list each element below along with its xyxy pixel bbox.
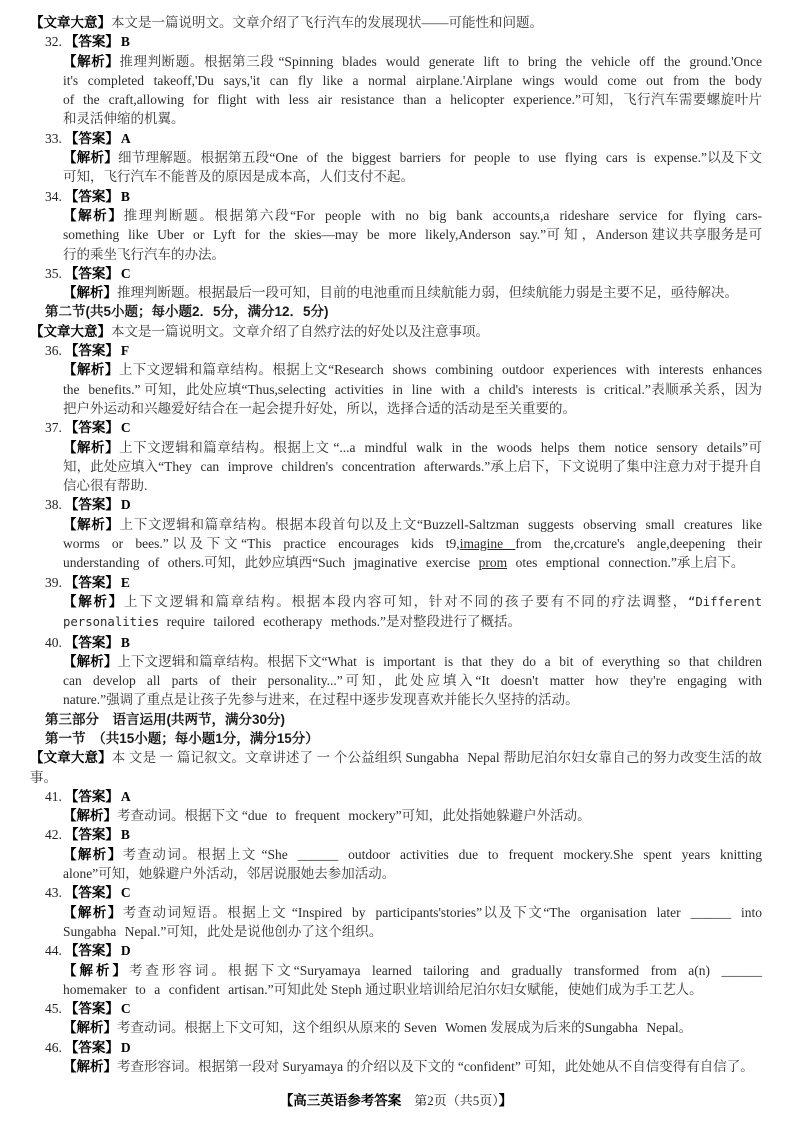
item-number: 35. — [45, 265, 62, 281]
analysis-45 — [63, 1018, 762, 1037]
item-number: 45. — [45, 1001, 62, 1017]
english-quote: “Inspired by participants'stories” — [291, 904, 483, 920]
answer-item-42 — [45, 825, 762, 844]
answer-item-46 — [45, 1038, 762, 1057]
english-quote: “due to frequent mockery” — [241, 808, 402, 824]
item-number: 36. — [45, 343, 62, 359]
chinese-text: 推理判断题。根据第六段 — [123, 207, 291, 223]
english-quote: Seven Women — [403, 1020, 487, 1036]
chinese-text: 发展成为后来的 — [486, 1020, 585, 1036]
underlined-word: imagine — [459, 536, 516, 552]
bracket-label: 【答案】 — [64, 1001, 119, 1017]
chinese-text: 推理判断题。根据最后一段可知，目前的电池重而且续航能力弱，但续航能力弱是主要不足，亟待解决。 — [117, 285, 738, 301]
chinese-text: 上下文逻辑和篇章结构。根据本段内容可知，针对不同的孩子要有不同的疗法调整， — [123, 593, 688, 609]
chinese-text: 可知，此妙应填西 — [204, 555, 313, 571]
section-title: 第二节(共5小题；每小题2．5分，满分12．5分) — [45, 304, 329, 320]
answer-item-38 — [45, 495, 762, 514]
english-quote: “Thus,selecting activities in line with a child's interests is critical.” — [241, 381, 651, 397]
chinese-text: 帮助尼泊尔妇女靠自己的努力改变生活的故事。 — [30, 750, 763, 785]
item-number: 32. — [45, 34, 62, 50]
bracket-label: 【解析】 — [63, 1059, 117, 1075]
document-body — [30, 13, 762, 1076]
underlined-word: prom — [478, 555, 508, 571]
answer-letter: A — [120, 130, 131, 146]
chinese-text: 可知，此处她从不自信变得有自信了。 — [520, 1059, 754, 1075]
item-number: 43. — [45, 885, 62, 901]
mono-quote: “Different personalities — [63, 594, 763, 630]
answer-letter: D — [120, 943, 131, 959]
chinese-text: 本文是一篇说明文。文章介绍了飞行汽车的发展现状——可能性和问题。 — [111, 15, 543, 30]
analysis-39 — [63, 592, 762, 633]
bracket-label: 【答案】 — [64, 1039, 119, 1055]
english-quote: “...a mindful walk in the woods helps them notice sensory details” — [333, 439, 748, 455]
chinese-text: 的介绍以及下文的 — [343, 1059, 458, 1075]
bracket-label: 【解析】 — [63, 846, 123, 862]
chinese-text: 可知，飞行汽车需要螺旋叶片和灵活伸缩的机翼。 — [63, 92, 763, 127]
answer-letter: A — [120, 788, 131, 804]
bracket-label: 【答案】 — [64, 943, 119, 959]
item-number: 39. — [45, 574, 62, 590]
bracket-label: 【解析】 — [63, 53, 120, 69]
bracket-label: 【答案】 — [64, 265, 119, 281]
chinese-text: 可知，此处应填 — [140, 381, 242, 397]
english-quote: “The organisation later ______ into Sungabha Nepal.” — [63, 904, 763, 939]
answer-letter: C — [120, 265, 131, 281]
bracket-label: 【解析】 — [63, 516, 120, 532]
passage-summary-1 — [30, 13, 762, 32]
answer-item-43 — [45, 883, 762, 902]
bracket-label: 【答案】 — [64, 34, 119, 50]
chinese-text: 考查动词。根据上文 — [122, 846, 262, 862]
analysis-36 — [63, 360, 762, 418]
section-header-part3 — [45, 710, 762, 729]
answer-item-39 — [45, 573, 762, 592]
chinese-text: 承上启下，下文说明了集中注意力对于提升自信心很有帮助. — [63, 458, 763, 494]
chinese-text: 可知，此处应填入 — [342, 673, 476, 689]
analysis-37 — [63, 438, 762, 496]
english-quote: “She ______ outdoor activities due to frequent mockery.She spent years knitting alone” — [63, 846, 763, 882]
english-quote: “Research shows combining outdoor experiences with interests enhances the benefits.” — [63, 362, 763, 397]
answer-item-41 — [45, 787, 762, 806]
item-number: 44. — [45, 943, 62, 959]
bracket-label: 【答案】 — [64, 827, 119, 843]
answer-letter: B — [120, 827, 130, 843]
bracket-label: 【答案】 — [64, 497, 119, 513]
item-number: 40. — [45, 634, 62, 650]
chinese-text: 考查动词。根据下文 — [117, 808, 242, 824]
chinese-text: 以及下文可知，飞行汽车不能普及的原因是成本高，人们支付不起。 — [63, 150, 763, 185]
chinese-text: 细节理解题。根据第五段 — [118, 150, 270, 166]
chinese-text: 可 知 ，Anderson 建议共享服务是可行的乘坐飞行汽车的办法。 — [63, 227, 763, 262]
english-quote: Sungabha Nepal — [405, 750, 500, 766]
analysis-38 — [63, 515, 762, 573]
english-quote: “It doesn't matter how they're engaging with nature.” — [63, 673, 763, 708]
answer-item-40 — [45, 633, 762, 652]
answer-letter: B — [120, 634, 130, 650]
footer-close-bracket: 】 — [498, 1093, 513, 1109]
analysis-40 — [63, 652, 762, 710]
bracket-label: 【解析】 — [63, 1020, 117, 1036]
chinese-text: 上下文逻辑和篇章结构。根据本段首句以及上文 — [119, 516, 418, 532]
section-header-part2 — [45, 302, 762, 321]
answer-letter: D — [120, 497, 131, 513]
answer-item-34 — [45, 187, 762, 206]
answer-item-45 — [45, 999, 762, 1018]
chinese-text: 考查形容词。根据第一段对 — [117, 1059, 283, 1075]
chinese-text: 可知，此处应填入 — [63, 439, 763, 474]
analysis-32 — [63, 52, 762, 129]
bracket-label: 【答案】 — [64, 788, 119, 804]
english-quote: “What is important is that they do a bit of everything so that children can develop all parts of their personality...” — [63, 653, 763, 689]
answer-letter: E — [120, 574, 130, 590]
answer-letter: C — [120, 420, 131, 436]
section-title: 第一节 （共15小题；每小题1分，满分15分） — [45, 730, 319, 746]
answer-item-32 — [45, 32, 762, 51]
item-number: 46. — [45, 1039, 62, 1055]
section-title: 第三部分 语言运用(共两节，满分30分) — [45, 711, 286, 727]
bracket-label: 【文章大意】 — [30, 750, 112, 766]
english-quote: Suryamaya — [282, 1059, 344, 1075]
answer-letter: B — [120, 188, 130, 204]
analysis-34 — [63, 206, 762, 264]
bracket-label: 【答案】 — [64, 130, 119, 146]
chinese-text: 本 文是 一 篇记叙文。文章讲述了 一 个公益组织 — [111, 750, 406, 766]
item-number: 33. — [45, 130, 62, 146]
item-number: 34. — [45, 188, 62, 204]
chinese-text: 上下文逻辑和篇章结构。根据下文 — [117, 653, 322, 669]
bracket-label: 【答案】 — [64, 420, 119, 436]
chinese-text: 是对整段进行了概括。 — [385, 614, 521, 630]
english-quote: “For people with no big bank accounts,a rideshare service for flying cars-something like Uber or Lyft for the skies—may be more likely,Anderson say.” — [63, 207, 763, 243]
chinese-text: 考查动词。根据上下文可知，这个组织从原来的 — [117, 1020, 404, 1036]
chinese-text: 。 — [678, 1020, 693, 1036]
bracket-label: 【文章大意】 — [30, 15, 111, 30]
english-quote: “Spinning blades would generate lift to bring the vehicle off the ground.'Once it's completed takeoff,'Du says,'it can fly like a normal airplane.'Airplane wings would come out from the body of the craft,allowing for flight with less air resistance than a helicopter experience.” — [63, 53, 763, 108]
bracket-label: 【解析】 — [63, 962, 129, 978]
english-quote: “One of the biggest barriers for people to use flying cars is expense.” — [269, 150, 707, 166]
bracket-label: 【答案】 — [64, 885, 119, 901]
page-footer — [30, 1091, 762, 1110]
english-quote: “Suryamaya learned tailoring and gradually transformed from a(n) ______ homemaker to a confident artisan.” — [63, 962, 763, 997]
bracket-label: 【解析】 — [63, 593, 124, 609]
chinese-text: 表顺承关系，因为把户外运动和兴趣爱好结合在一起会提升好处，所以，选择合适的活动是至关重要的。 — [63, 381, 763, 416]
chinese-text: 承上启下。 — [676, 555, 745, 571]
analysis-35 — [63, 283, 762, 302]
english-quote: “They can improve children's concentration afterwards.” — [158, 458, 491, 474]
item-number: 38. — [45, 497, 62, 513]
bracket-label: 【解析】 — [63, 207, 124, 223]
english-quote: “Buzzell-Saltzman suggests observing small creatures like worms or bees.” — [63, 516, 763, 552]
answer-item-44 — [45, 941, 762, 960]
footer-title: 【高三英语参考答案 — [279, 1093, 402, 1109]
bracket-label: 【解析】 — [63, 904, 123, 920]
analysis-41 — [63, 806, 762, 825]
answer-item-33 — [45, 129, 762, 148]
bracket-label: 【解析】 — [63, 150, 119, 166]
chinese-text: 可知，此处指她躲避户外活动。 — [401, 808, 591, 824]
answer-item-37 — [45, 418, 762, 437]
chinese-text: 以及下文 — [168, 536, 242, 552]
english-quote: “confident” — [457, 1059, 521, 1075]
english-quote: otes emptional connection.” — [507, 555, 677, 571]
chinese-text: 可知此处 Steph 通过职业培训给尼泊尔妇女赋能，使她们成为手工艺人。 — [273, 981, 703, 997]
answer-letter: D — [120, 1039, 131, 1055]
bracket-label: 【解析】 — [63, 285, 117, 301]
answer-letter: C — [120, 885, 131, 901]
passage-summary-3 — [30, 748, 762, 787]
bracket-label: 【文章大意】 — [30, 323, 111, 339]
english-quote: “This practice encourages kids t9, — [241, 536, 460, 552]
bracket-label: 【答案】 — [64, 188, 119, 204]
english-quote: Sungabha Nepal — [584, 1020, 679, 1036]
passage-summary-2 — [30, 322, 762, 341]
chinese-text: 上下文逻辑和篇章结构。根据上文 — [118, 362, 329, 378]
answer-item-35 — [45, 264, 762, 283]
item-number: 41. — [45, 788, 62, 804]
bracket-label: 【答案】 — [64, 634, 119, 650]
analysis-33 — [63, 148, 762, 187]
bracket-label: 【解析】 — [63, 653, 118, 669]
english-quote: from the,crcature's angle,deepening their understanding of others. — [63, 536, 762, 571]
answer-item-36 — [45, 341, 762, 360]
answer-letter: F — [120, 343, 130, 359]
chinese-text: 上下文逻辑和篇章结构。根据上文 — [119, 439, 334, 455]
analysis-44 — [63, 961, 762, 1000]
chinese-text: 以及下文 — [482, 904, 544, 920]
chinese-text: 强调了重点是让孩子先参与进来，在过程中逐步发现喜欢并能长久坚持的活动。 — [106, 692, 579, 708]
bracket-label: 【解析】 — [63, 439, 120, 455]
section-header-part3-1 — [45, 729, 762, 748]
analysis-42 — [63, 845, 762, 884]
footer-page-number: 第2页（共5页） — [401, 1093, 499, 1109]
bracket-label: 【答案】 — [64, 343, 119, 359]
bracket-label: 【解析】 — [63, 808, 117, 824]
chinese-text: 可知，此处是说他创办了这个组织。 — [166, 923, 383, 939]
chinese-text: 推理判断题。根据第三段 — [119, 53, 279, 69]
analysis-46 — [63, 1057, 762, 1076]
analysis-43 — [63, 903, 762, 942]
bracket-label: 【解析】 — [63, 362, 119, 378]
chinese-text: 考查形容词。根据下文 — [128, 962, 294, 978]
english-quote: require tailored ecotherapy methods.” — [166, 614, 386, 630]
chinese-text: 本文是一篇说明文。文章介绍了自然疗法的好处以及注意事项。 — [111, 323, 489, 339]
answer-letter: C — [120, 1001, 131, 1017]
answer-letter: B — [120, 34, 130, 50]
bracket-label: 【答案】 — [64, 574, 119, 590]
item-number: 37. — [45, 420, 62, 436]
chinese-text: 考查动词短语。根据上文 — [122, 904, 292, 920]
item-number: 42. — [45, 827, 62, 843]
chinese-text: 可知，她躲避户外活动，邻居说服她去参加活动。 — [98, 866, 396, 882]
english-quote: “Such jmaginative exercise — [312, 555, 479, 571]
